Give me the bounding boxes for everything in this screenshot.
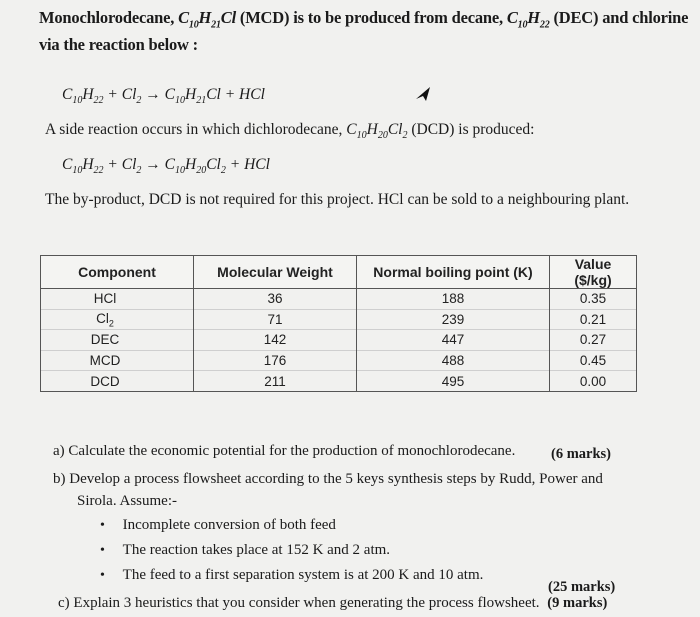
bullet-text: Incomplete conversion of both feed bbox=[122, 517, 336, 533]
table-row bbox=[41, 371, 637, 392]
header-component: Component bbox=[41, 256, 194, 289]
properties-table bbox=[40, 255, 637, 392]
question-b-line-1: b) Develop a process flowsheet according to the 5 keys synthesis steps by Rudd, Power and bbox=[53, 471, 603, 487]
cell-component: DCD bbox=[41, 371, 194, 392]
cell-bp: 239 bbox=[357, 309, 550, 330]
table-row bbox=[41, 330, 637, 351]
table-row bbox=[41, 289, 637, 310]
bullet-item bbox=[100, 542, 390, 559]
question-c-marks: (9 marks) bbox=[547, 595, 608, 611]
cell-component: DEC bbox=[41, 330, 194, 351]
question-b-line-2: Sirola. Assume:- bbox=[77, 493, 177, 509]
byproduct-note: The by-product, DCD is not required for this project. HCl can be sold to a neighbouring plant. bbox=[45, 191, 630, 208]
mouse-cursor-icon bbox=[414, 85, 434, 105]
bullet-dot-icon: • bbox=[100, 568, 105, 583]
cell-value: 0.00 bbox=[550, 371, 637, 392]
question-b-marks: (25 marks) bbox=[548, 579, 616, 595]
table-row bbox=[41, 309, 637, 330]
table-row bbox=[41, 350, 637, 371]
cell-mw: 142 bbox=[194, 330, 357, 351]
cell-value: 0.21 bbox=[550, 309, 637, 330]
cell-component: MCD bbox=[41, 350, 194, 371]
side-reaction: $C_{10}H_{22} + Cl_2 \to C_{10}H_{20}Cl_2$ + HCl bbox=[62, 156, 270, 177]
cell-mw: 71 bbox=[194, 309, 357, 330]
cell-bp: 447 bbox=[357, 330, 550, 351]
cell-value: 0.35 bbox=[550, 289, 637, 310]
question-a bbox=[53, 443, 515, 460]
header-value: Value ($/kg) bbox=[550, 256, 637, 289]
header-boiling-point: Normal boiling point (K) bbox=[357, 256, 550, 289]
bullet-text: The feed to a first separation system is at 200 K and 10 atm. bbox=[122, 567, 484, 583]
bullet-text: The reaction takes place at 152 K and 2 atm. bbox=[122, 542, 391, 558]
cell-component: $Cl_2$ bbox=[41, 309, 194, 330]
question-c bbox=[58, 595, 607, 612]
bullet-item bbox=[100, 517, 336, 534]
side-reaction-intro: A side reaction occurs in which dichlorodecane, $C_{10}H_{20}Cl_2$ (DCD) is produced: bbox=[45, 121, 535, 142]
table-header-row bbox=[41, 256, 637, 289]
question-a-text: a) Calculate the economic potential for the production of monochlorodecane. bbox=[53, 443, 516, 459]
question-a-marks: (6 marks) bbox=[551, 446, 612, 462]
cell-value: 0.45 bbox=[550, 350, 637, 371]
cell-mw: 211 bbox=[194, 371, 357, 392]
intro-line-2: via the reaction below : bbox=[39, 35, 198, 54]
cell-bp: 495 bbox=[357, 371, 550, 392]
intro-line-1-text: Monochlorodecane, $C_{10}H_{21}Cl$ (MCD) is to be produced from decane, $C_{10}H_{22}$ (DEC) and chlorine bbox=[39, 8, 689, 31]
main-reaction: $C_{10}H_{22} + Cl_2 \to C_{10}H_{21}Cl$ + HCl bbox=[62, 86, 265, 107]
header-molecular-weight: Molecular Weight bbox=[194, 256, 357, 289]
cell-component: HCl bbox=[41, 289, 194, 310]
cell-bp: 488 bbox=[357, 350, 550, 371]
cell-mw: 36 bbox=[194, 289, 357, 310]
intro-line-1 bbox=[39, 8, 688, 30]
cell-bp: 188 bbox=[357, 289, 550, 310]
bullet-dot-icon: • bbox=[100, 518, 105, 533]
question-c-text: c) Explain 3 heuristics that you consider when generating the process flowsheet. bbox=[58, 595, 540, 611]
cell-value: 0.27 bbox=[550, 330, 637, 351]
bullet-item bbox=[100, 567, 483, 584]
cell-mw: 176 bbox=[194, 350, 357, 371]
bullet-dot-icon: • bbox=[100, 543, 105, 558]
